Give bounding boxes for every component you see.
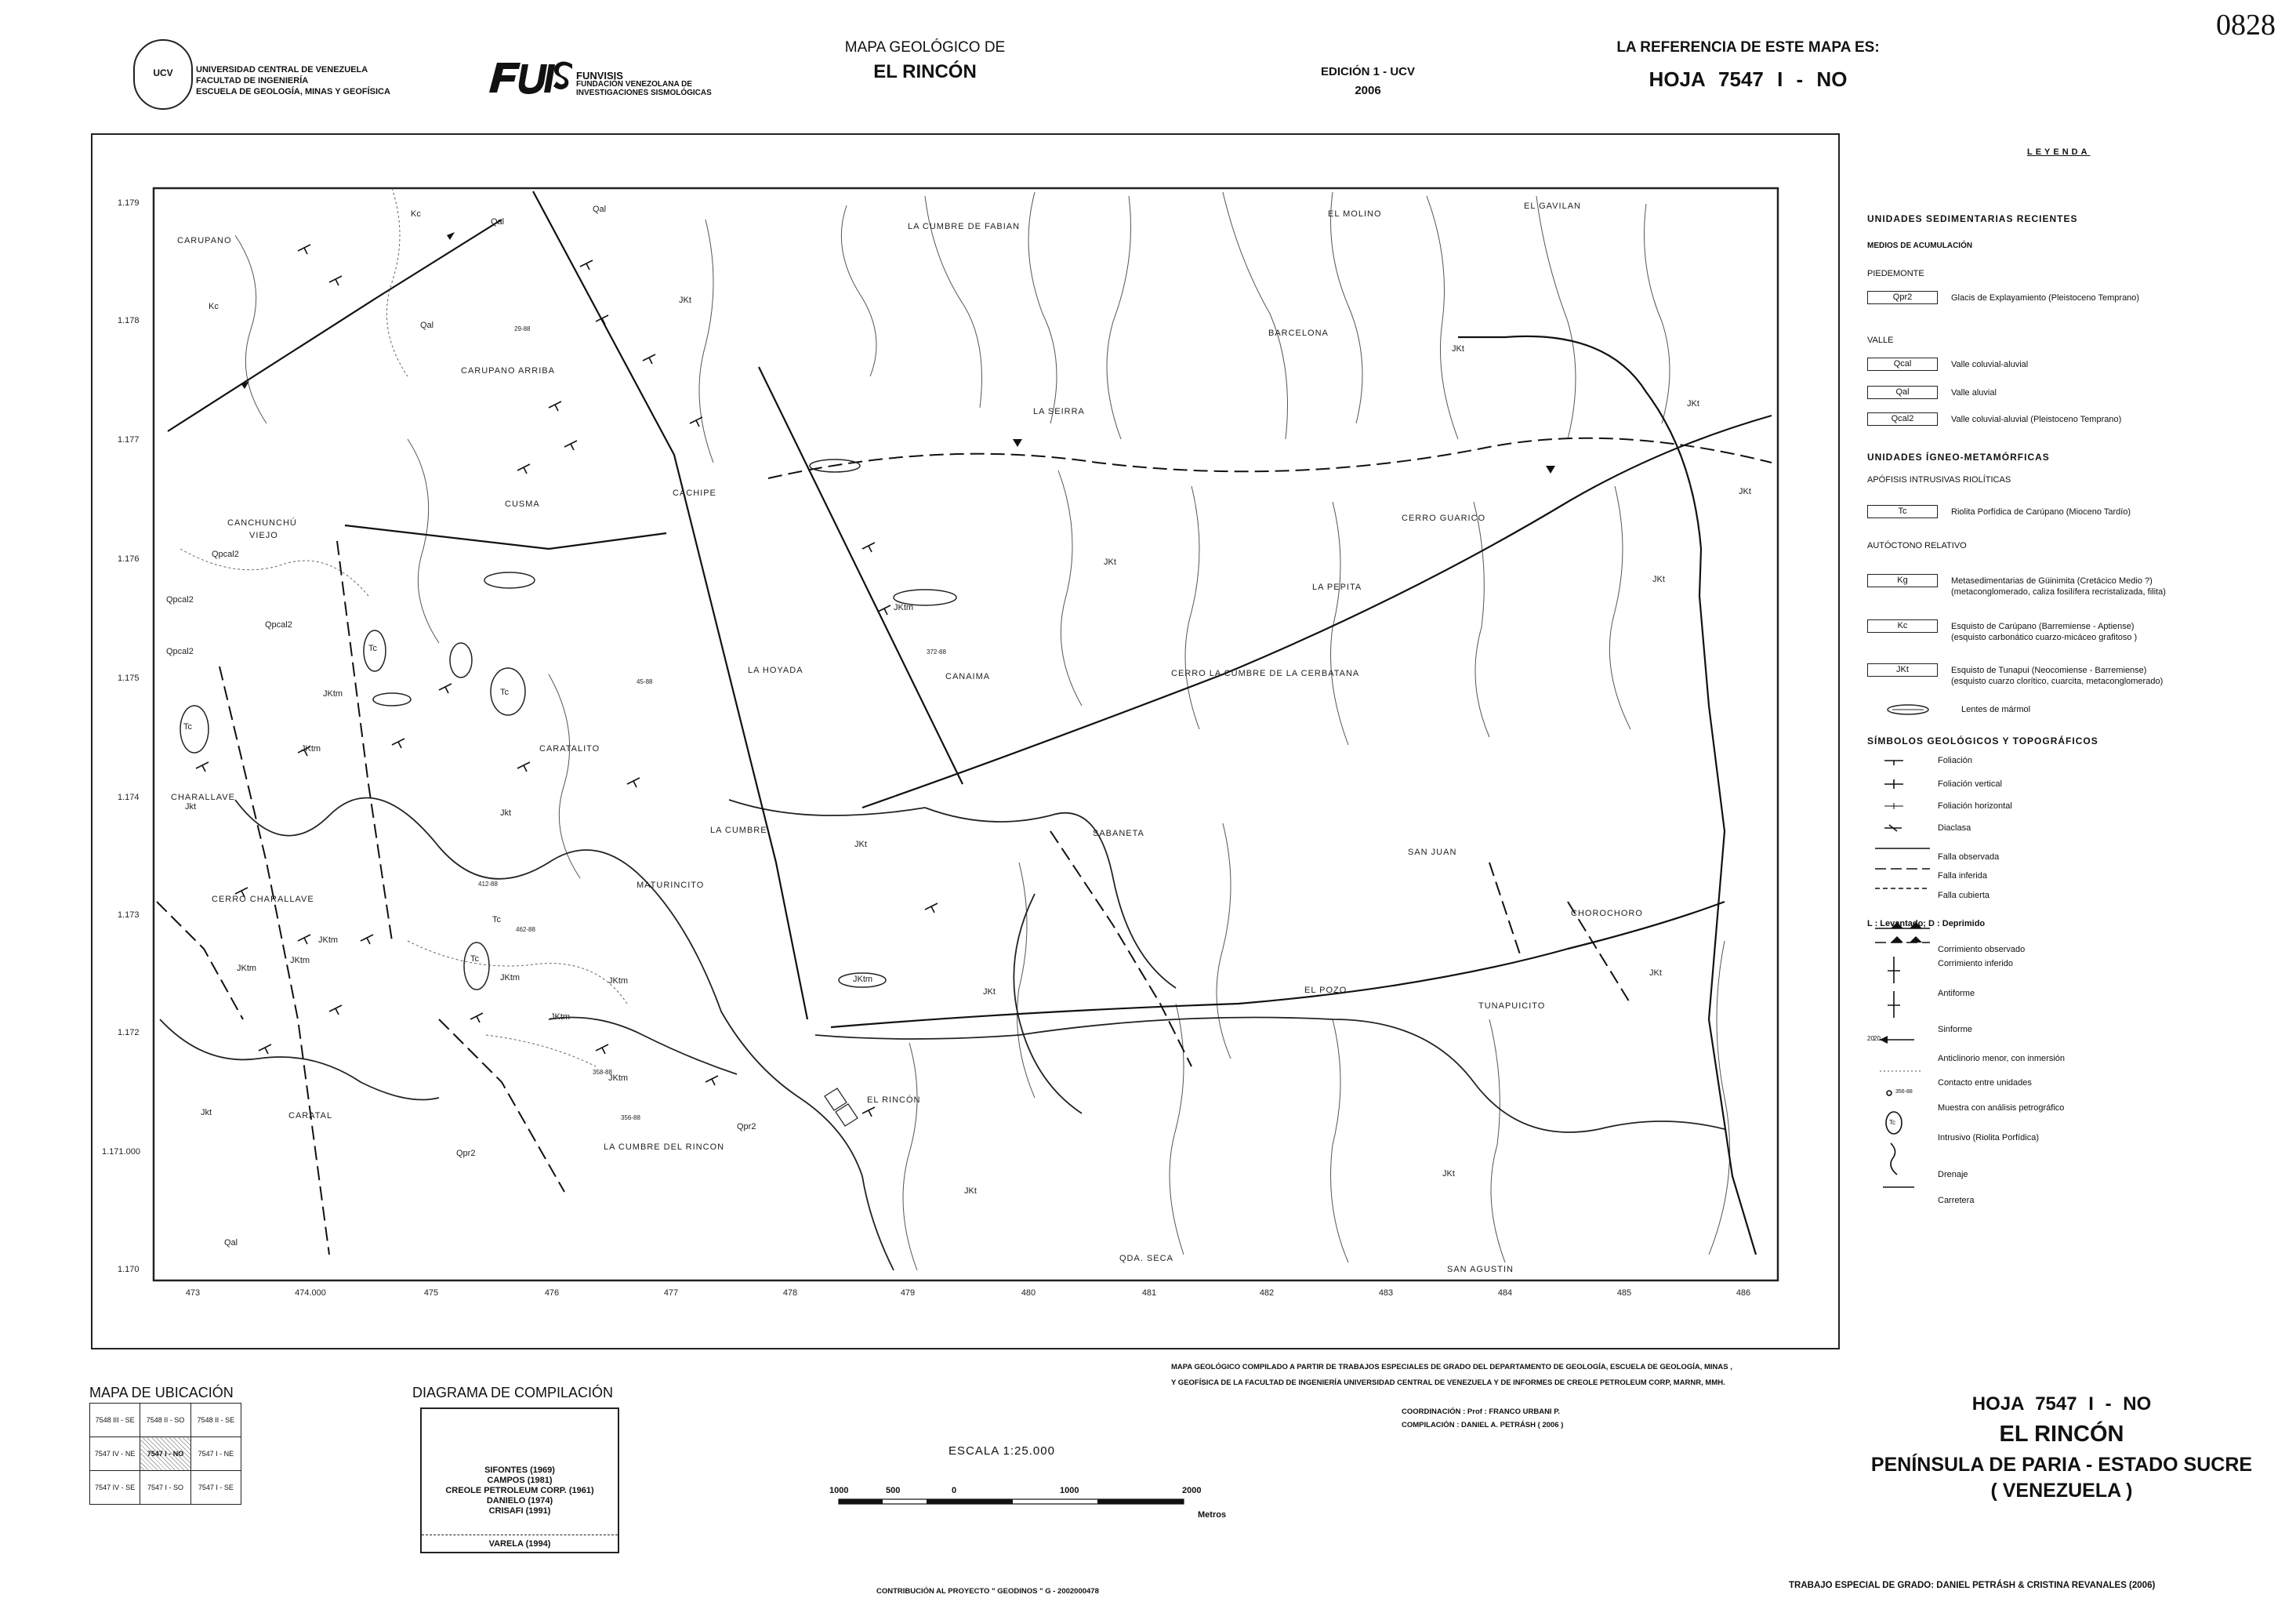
legend-unit-desc — [1951, 576, 2280, 597]
unit-label: Jkt — [185, 802, 197, 812]
edition-line2: 2006 — [1355, 84, 1381, 97]
unit-label: Tc — [183, 722, 192, 732]
legend-autoctono: AUTÓCTONO RELATIVO — [1867, 541, 1967, 550]
unit-label: Kc — [209, 302, 219, 311]
unit-label: Tc — [500, 688, 509, 697]
y-tick-label: 1.172 — [118, 1028, 140, 1037]
sample-label: 462-88 — [516, 926, 535, 933]
legend-unit-code: Kg — [1867, 574, 1938, 587]
institution-line2: FACULTAD DE INGENIERÍA — [196, 76, 309, 85]
compilation-source: SIFONTES (1969) — [484, 1466, 555, 1475]
location-cell: 7547 I - NE — [190, 1437, 241, 1471]
legend-symbol-label: Foliación vertical — [1938, 779, 2002, 789]
legend-lentes: Lentes de mármol — [1961, 705, 2031, 714]
place-label: LA CUMBRE DEL RINCON — [604, 1142, 725, 1152]
contacts — [180, 188, 627, 1066]
place-label: QDA. SECA — [1119, 1254, 1173, 1263]
unit-label: JKt — [679, 296, 691, 305]
map-neatline — [154, 188, 1778, 1280]
legend-piedemonte: PIEDEMONTE — [1867, 269, 1924, 278]
place-label: VIEJO — [249, 531, 278, 540]
location-map — [89, 1403, 241, 1505]
unit-label: Jkt — [500, 808, 512, 818]
sinform-icon — [1888, 991, 1900, 1018]
compiled-note — [1171, 1360, 1732, 1391]
inferred-faults — [157, 438, 1772, 1255]
scale-bar — [839, 1499, 1184, 1504]
unit-label: JKt — [983, 987, 996, 997]
legend-unit-code: Qpr2 — [1867, 291, 1938, 304]
legend-symbol-label: Falla inferida — [1938, 871, 1987, 881]
legend-unit-code: Qcal — [1867, 358, 1938, 371]
foliation-dip-value: 20 — [1873, 1035, 1881, 1042]
x-tick-label: 479 — [900, 1288, 916, 1298]
legend-unit-code: Qcal2 — [1867, 412, 1938, 426]
y-tick-label: 1.176 — [118, 554, 140, 564]
legend-symbol-label: Carretera — [1938, 1196, 1975, 1205]
legend-unit-code: Kc — [1867, 619, 1938, 633]
map-title-line2: EL RINCÓN — [873, 61, 977, 82]
legend-symbol-label: Sinforme — [1938, 1025, 1973, 1034]
title-country: ( VENEZUELA ) — [1990, 1480, 2133, 1502]
x-tick-label: 484 — [1497, 1288, 1513, 1298]
unit-label: Qal — [224, 1238, 238, 1248]
place-label: EL MOLINO — [1328, 209, 1382, 219]
unit-label: JKt — [964, 1186, 977, 1196]
legend-symbol-label: Diaclasa — [1938, 823, 1971, 833]
place-label: CERRO LA CUMBRE DE LA CERBATANA — [1171, 669, 1360, 678]
place-label: LA CUMBRE DE FABIAN — [908, 222, 1021, 231]
thrust-triangles — [241, 232, 1555, 474]
funvisis-name: FUNVISIS — [576, 70, 623, 82]
reference-sheet: HOJA 7547 I - NO — [1649, 67, 1848, 91]
seal-text: UCV — [153, 67, 173, 78]
legend-symbol-label: Corrimiento observado — [1938, 945, 2026, 954]
unit-label: JKtm — [550, 1012, 571, 1022]
location-cell-current: 7547 I - NO — [140, 1437, 190, 1471]
place-label: LA HOYADA — [748, 666, 803, 675]
location-cell: 7547 I - SE — [190, 1471, 241, 1505]
place-label: MATURINCITO — [637, 881, 705, 890]
unit-label: Qpcal2 — [166, 595, 194, 605]
intrusive-icon-label: Tc — [1889, 1119, 1895, 1126]
compilation-source: CAMPOS (1981) — [487, 1476, 553, 1485]
el-rincon-town-icon — [825, 1088, 858, 1126]
unit-label: Tc — [470, 954, 479, 964]
x-tick-label: 475 — [423, 1288, 439, 1298]
place-names — [171, 202, 1643, 1274]
compilation-diagram — [420, 1407, 619, 1553]
sample-icon — [1887, 1091, 1892, 1095]
legend-apofisis: APÓFISIS INTRUSIVAS RIOLÍTICAS — [1867, 475, 2011, 485]
foliation-icon — [1884, 761, 1903, 765]
antiform-icon — [1888, 957, 1900, 983]
unit-label: Qal — [420, 321, 434, 330]
place-label: CANCHUNCHÚ — [227, 518, 297, 528]
legend-symbol-label: L : Levantado; D : Deprimido — [1867, 919, 1986, 928]
unit-label: JKt — [1652, 575, 1665, 584]
legend-symbol-label: Contacto entre unidades — [1938, 1078, 2032, 1088]
place-label: CANAIMA — [945, 672, 991, 681]
y-tick-label: 1.177 — [118, 435, 140, 445]
scale-label: ESCALA 1:25.000 — [949, 1444, 1055, 1458]
place-label: CARATALITO — [539, 744, 600, 754]
scale-tick: 2000 — [1182, 1486, 1202, 1495]
y-tick-label: 1.179 — [118, 198, 140, 208]
scale-tick: 1000 — [829, 1486, 849, 1495]
place-label: CHARALLAVE — [171, 793, 235, 802]
place-label: SAN JUAN — [1408, 848, 1457, 857]
compiled-line2: Y GEOFÍSICA DE LA FACULTAD DE INGENIERÍA UNIVERSIDAD CENTRAL DE VENEZUELA Y DE INFORMES DE CREOLE PETROLEUM CORP, MARNR, MMH. — [1171, 1378, 1725, 1387]
unit-label: JKt — [854, 840, 867, 849]
legend-unit-code: Tc — [1867, 505, 1938, 518]
unit-label: JKtm — [237, 964, 257, 973]
unit-label: JKtm — [500, 973, 520, 982]
unit-label: Qpcal2 — [212, 550, 239, 559]
intrusive-bodies — [180, 459, 956, 990]
legend-unit-desc-line: Metasedimentarias de Güinimita (Cretácico Medio ?) — [1951, 576, 2153, 586]
y-tick-label: 1.178 — [118, 316, 140, 325]
location-cell: 7548 III - SE — [90, 1404, 140, 1437]
y-axis — [102, 198, 140, 1274]
place-label: SABANETA — [1093, 829, 1144, 838]
funvisis-subtitle1: FUNDACIÓN VENEZOLANA DE — [576, 80, 692, 89]
legend-unit-desc: Riolita Porfídica de Carúpano (Mioceno Tardío) — [1951, 507, 2131, 517]
unit-label: Qpr2 — [737, 1122, 756, 1131]
unit-label: JKtm — [318, 935, 339, 945]
place-label: BARCELONA — [1268, 329, 1329, 338]
unit-label: Qal — [491, 217, 505, 227]
legend-unit-desc-line: Esquisto de Tunapui (Neocomiense - Barremiense) — [1951, 666, 2147, 675]
location-cell: 7548 II - SE — [190, 1404, 241, 1437]
x-axis — [186, 1288, 1750, 1298]
scale-tick: 1000 — [1060, 1486, 1079, 1495]
compilation-sources — [422, 1466, 618, 1516]
legend-symbol-label: Intrusivo (Riolita Porfídica) — [1938, 1133, 2039, 1142]
unit-label: Jkt — [201, 1108, 212, 1117]
legend-symbol-label: Foliación — [1938, 756, 1973, 765]
place-label: CERRO GUARICO — [1402, 514, 1486, 523]
faults — [168, 191, 1772, 1255]
horizontal-foliation-icon — [1884, 803, 1903, 809]
unit-label: Qpcal2 — [166, 647, 194, 656]
compilation-bottom: VARELA (1994) — [488, 1539, 551, 1549]
legend-valle: VALLE — [1867, 336, 1894, 345]
legend-unit-desc: Glacis de Explayamiento (Pleistoceno Temprano) — [1951, 293, 2140, 303]
legend-medios: MEDIOS DE ACUMULACIÓN — [1867, 242, 1973, 250]
plunge-value: 20 — [1867, 1035, 1874, 1042]
title-block — [1834, 1393, 2289, 1502]
scale-unit: Metros — [1198, 1510, 1227, 1520]
sample-label: 372-88 — [927, 648, 946, 656]
legend-symbol-label: Foliación horizontal — [1938, 801, 2012, 811]
legend-unit-desc: Valle aluvial — [1951, 388, 1997, 398]
edition-line1: EDICIÓN 1 - UCV — [1320, 65, 1415, 78]
place-label: LA CUMBRE — [710, 826, 767, 835]
legend-symbol-icons — [1867, 751, 1953, 1378]
title-sheet: HOJA 7547 I - NO — [1971, 1393, 2152, 1415]
y-tick-label: 1.174 — [118, 793, 140, 802]
x-tick-label: 474.000 — [295, 1288, 326, 1298]
unit-label: JKtm — [608, 1073, 629, 1083]
marble-lens-icon — [1884, 703, 1931, 717]
legend-title: LEYENDA — [2027, 147, 2091, 157]
sample-label: 412-88 — [478, 881, 498, 888]
unit-label: JKtm — [894, 603, 914, 612]
legend-symbol-label: Anticlinorio menor, con inmersión — [1938, 1054, 2066, 1063]
place-label: LA PEPITA — [1312, 583, 1362, 592]
legend-unit-desc — [1951, 665, 2280, 687]
x-tick-label: 481 — [1141, 1288, 1157, 1298]
unit-label: JKtm — [323, 689, 343, 699]
unit-label: JKtm — [608, 976, 629, 986]
x-tick-label: 477 — [663, 1288, 679, 1298]
legend-symbol-label: Corrimiento inferido — [1938, 959, 2013, 968]
vertical-foliation-icon — [1884, 779, 1903, 789]
unit-labels — [166, 205, 1751, 1248]
unit-label: JKt — [1104, 558, 1116, 567]
unit-label: Qpr2 — [456, 1149, 476, 1158]
legend-sed-header: UNIDADES SEDIMENTARIAS RECIENTES — [1867, 213, 2078, 224]
compilation-source: CRISAFI (1991) — [488, 1506, 551, 1516]
place-label: CARUPANO ARRIBA — [461, 366, 555, 376]
location-cell: 7547 I - SO — [140, 1471, 190, 1505]
x-tick-label: 483 — [1378, 1288, 1394, 1298]
compilacion: COMPILACIÓN : DANIEL A. PETRÁSH ( 2006 ) — [1402, 1421, 1564, 1429]
place-label: TUNAPUICITO — [1478, 1001, 1546, 1011]
legend-symbol-label: Drenaje — [1938, 1170, 1968, 1179]
compiled-line1: MAPA GEOLÓGICO COMPILADO A PARTIR DE TRABAJOS ESPECIALES DE GRADO DEL DEPARTAMENTO DE GEOLOGÍA, ESCUELA DE GEOLOGÍA, MINAS , — [1171, 1363, 1732, 1371]
place-label: CUSMA — [505, 499, 540, 509]
y-tick-label: 1.170 — [118, 1265, 140, 1274]
unit-label: Tc — [492, 915, 501, 924]
place-label: CARUPANO — [177, 236, 232, 245]
sample-label: 45-88 — [637, 678, 653, 685]
x-tick-label: 485 — [1616, 1288, 1632, 1298]
place-label: CHOROCHORO — [1571, 909, 1643, 918]
legend-symbol-label: Antiforme — [1938, 989, 1975, 998]
location-cell: 7547 IV - SE — [90, 1471, 140, 1505]
drainage-icon — [1891, 1143, 1897, 1175]
sample-label: 356-88 — [621, 1114, 640, 1121]
contribucion: CONTRIBUCIÓN AL PROYECTO " GEODINOS " G - 2002000478 — [876, 1587, 1099, 1596]
diaclasa-icon — [1884, 825, 1902, 831]
title-region: PENÍNSULA DE PARIA - ESTADO SUCRE — [1870, 1454, 2253, 1476]
legend-unit-code: JKt — [1867, 663, 1938, 677]
legend-symbol-label: Muestra con análisis petrográfico — [1938, 1103, 2065, 1113]
funvisis-subtitle2: INVESTIGACIONES SISMOLÓGICAS — [576, 89, 712, 97]
legend-ign-header: UNIDADES ÍGNEO-METAMÓRFICAS — [1867, 452, 2050, 463]
location-cell: 7547 IV - NE — [90, 1437, 140, 1471]
compilation-source: DANIELO (1974) — [486, 1496, 553, 1505]
credits — [1402, 1405, 1563, 1432]
place-label: SAN AGUSTIN — [1447, 1265, 1514, 1274]
legend-unit-desc-line: Esquisto de Carúpano (Barremiense - Aptiense) — [1951, 622, 2135, 631]
legend-symbol-label: Falla cubierta — [1938, 891, 1990, 900]
legend-unit-desc: Valle coluvial-aluvial — [1951, 360, 2029, 369]
legend-unit-code: Qal — [1867, 386, 1938, 399]
legend-unit-desc: Valle coluvial-aluvial (Pleistoceno Temprano) — [1951, 415, 2122, 424]
place-label: EL POZO — [1304, 986, 1347, 995]
institution-line1: UNIVERSIDAD CENTRAL DE VENEZUELA — [196, 65, 368, 74]
x-tick-label: 480 — [1021, 1288, 1036, 1298]
unit-label: JKt — [1442, 1169, 1455, 1179]
x-tick-label: 482 — [1259, 1288, 1275, 1298]
legend-unit-desc-line: (esquisto cuarzo clorítico, cuarcita, metaconglomerado) — [1951, 677, 2164, 686]
location-map-title: MAPA DE UBICACIÓN — [89, 1385, 234, 1400]
unit-label: Qal — [593, 205, 607, 214]
scale-tick: 500 — [886, 1486, 901, 1495]
legend-symbols-header: SÍMBOLOS GEOLÓGICOS Y TOPOGRÁFICOS — [1867, 735, 2098, 746]
drainage-network — [235, 192, 1730, 1270]
scale-tick: 0 — [952, 1486, 957, 1495]
sample-points — [478, 325, 946, 1121]
legend-unit-desc — [1951, 621, 2280, 643]
place-label: EL GAVILAN — [1524, 202, 1581, 211]
trabajo: TRABAJO ESPECIAL DE GRADO: DANIEL PETRÁSH & CRISTINA REVANALES (2006) — [1789, 1581, 2156, 1590]
sample-label: 29-88 — [514, 325, 531, 332]
x-tick-label: 486 — [1736, 1288, 1751, 1298]
legend-symbol-label: Falla observada — [1938, 852, 2000, 862]
unit-label: Tc — [368, 644, 377, 653]
y-tick-label: 1.175 — [118, 674, 140, 683]
legend-unit-desc-line: (esquisto carbonático cuarzo-micáceo grafitoso ) — [1951, 633, 2138, 642]
unit-label: JKt — [1452, 344, 1464, 354]
map-title-line1: MAPA GEOLÓGICO DE — [844, 39, 1006, 56]
title-name: EL RINCÓN — [1999, 1422, 2124, 1447]
sample-label: 358-88 — [593, 1069, 612, 1076]
sample-icon-label: 356-88 — [1895, 1089, 1913, 1095]
unit-label: JKt — [1739, 487, 1751, 496]
place-label: CACHIPE — [673, 489, 716, 498]
x-tick-label: 476 — [544, 1288, 560, 1298]
legend-unit-desc-line: (metaconglomerado, caliza fosilífera recristalizada, filita) — [1951, 587, 2166, 597]
place-label: CERRO CHARALLAVE — [212, 895, 314, 904]
foliation-symbols — [196, 245, 938, 1117]
coordinacion: COORDINACIÓN : Prof : FRANCO URBANI P. — [1402, 1407, 1560, 1416]
roads — [160, 798, 1725, 1271]
unit-label: JKtm — [301, 744, 321, 754]
reference-label: LA REFERENCIA DE ESTE MAPA ES: — [1616, 39, 1880, 56]
unit-label: Kc — [411, 209, 421, 219]
x-tick-label: 473 — [185, 1288, 201, 1298]
unit-label: Qpcal2 — [265, 620, 292, 630]
unit-label: JKt — [1649, 968, 1662, 978]
place-label: EL RINCÓN — [867, 1095, 921, 1105]
unit-label: JKt — [1687, 399, 1699, 409]
location-cell: 7548 II - SO — [140, 1404, 190, 1437]
y-tick-label: 1.171.000 — [102, 1147, 140, 1157]
compilation-source: CREOLE PETROLEUM CORP. (1961) — [445, 1486, 594, 1495]
institution-line3: ESCUELA DE GEOLOGÍA, MINAS Y GEOFÍSICA — [196, 87, 390, 96]
unit-label: JKtm — [853, 975, 873, 984]
y-tick-label: 1.173 — [118, 910, 140, 920]
unit-label: JKtm — [290, 956, 310, 965]
x-tick-label: 478 — [782, 1288, 798, 1298]
place-label: CARATAL — [288, 1111, 333, 1120]
place-label: LA SEIRRA — [1033, 407, 1085, 416]
sheet-number: 0828 — [2216, 9, 2276, 42]
compilation-title: DIAGRAMA DE COMPILACIÓN — [412, 1385, 614, 1400]
